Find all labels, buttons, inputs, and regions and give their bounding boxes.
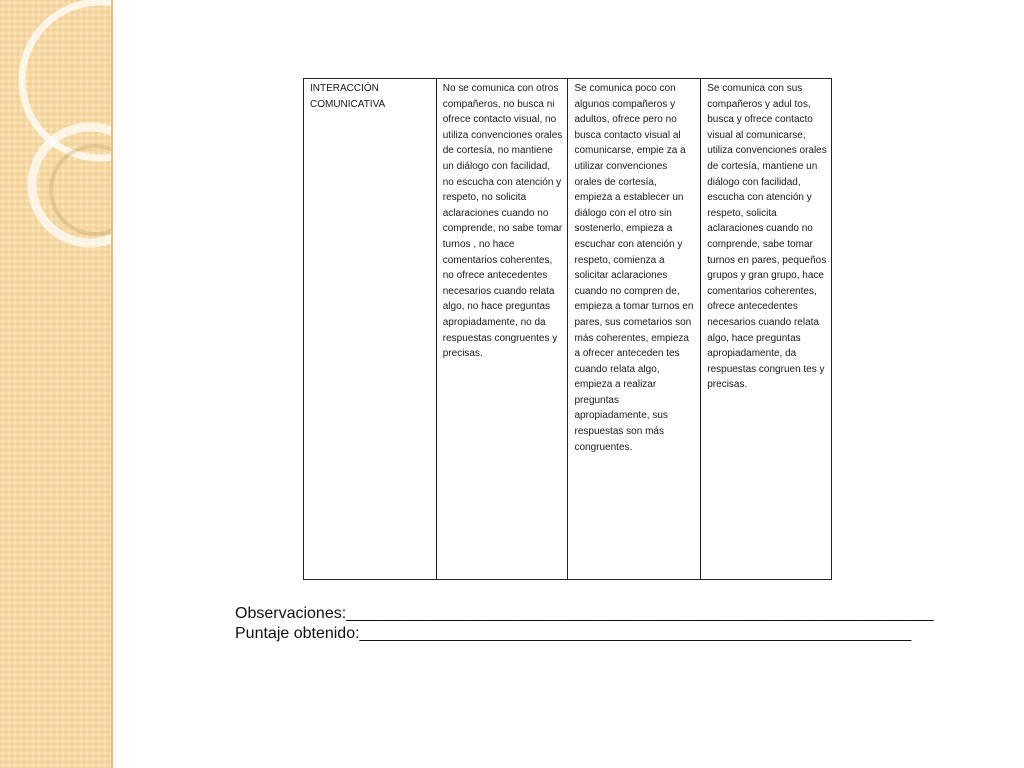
puntaje-line: Puntaje obtenido:______________________________________________________________: [235, 625, 912, 642]
evaluation-footer: [235, 604, 933, 644]
decorative-rings: [0, 0, 113, 768]
category-cell: INTERACCIÓN COMUNICATIVA: [304, 79, 437, 580]
level-cell-2: Se comunica poco con algunos compañeros y adultos, ofrece pero no busca contacto visual al comunicarse, empie za a utilizar convenciones orales de cortesía, empieza a establecer un diálogo con el otro sin sostenerlo, empieza a escuchar con atención y respeto, comienza a solicitar aclaraciones cuando no compren de, empieza a tomar turnos en pares, sus cometarios son más coherentes, empieza a ofrecer anteceden tes cuando relata algo, empieza a realizar preguntas apropiadamente, sus respuestas son más congruentes.: [568, 79, 701, 580]
observaciones-line: Observaciones:__________________________________________________________________: [235, 605, 934, 622]
level-cell-1: No se comunica con otros compañeros, no busca ni ofrece contacto visual, no utiliza convenciones orales de cortesía, no mantiene un diálogo con facilidad, no escucha con atención y respeto, no solicita aclaraciones cuando no comprende, no sabe tomar turnos , no hace comentarios coherentes, no ofrece antecedentes necesarios cuando relata algo, no hace preguntas apropiadamente, no da respuestas congruentes y precisas.: [436, 79, 568, 580]
rubric-table: [303, 78, 832, 580]
level-cell-3: Se comunica con sus compañeros y adul tos, busca y ofrece contacto visual al comunicarse, utiliza convenciones orales de cortesía, mantiene un diálogo con facilidad, escucha con atención y respeto, solicita aclaraciones cuando no comprende, sabe tomar turnos en pares, pequeños grupos y gran grupo, hace comentarios coherentes, ofrece antecedentes necesarios cuando relata algo, hace preguntas apropiadamente, da respuestas congruen tes y precisas.: [701, 79, 832, 580]
table-row: [304, 79, 832, 580]
decorative-side-strip: [0, 0, 113, 768]
